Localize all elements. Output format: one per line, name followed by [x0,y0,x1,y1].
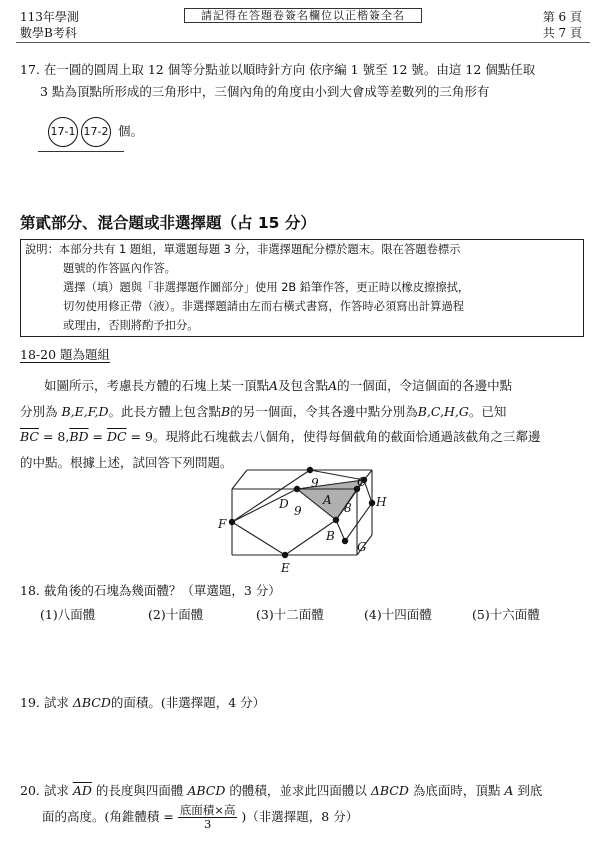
option-4[interactable]: (4)十四面體 [364,607,432,622]
segment-ad: $\overline{AD}$ [72,783,92,798]
point-b-dot [333,517,339,523]
text: 20. 試求 [20,783,73,798]
note-line: 或理由，否則將酌予扣分。 [63,319,199,332]
point-b: B [221,403,231,419]
label-c: C [357,475,367,489]
answer-box-17-1[interactable]: 17-1 [48,117,78,147]
text: = [88,429,107,444]
triangle-bcd: ΔBCD [370,783,409,798]
point-a: A [328,378,338,393]
question-group-title: 18-20 題為題組 [20,347,111,362]
question-19 [20,693,265,711]
text: 及包含點 [278,378,329,393]
question-18: 18. 截角後的石塊為幾面體？（單選題，3 分） [20,583,281,598]
page-total: 共 7 頁 [542,26,582,40]
segment-dc: $\overline{DC}$ [106,429,127,444]
point-g-dot [342,538,348,544]
label-h: H [376,495,387,509]
text: = 9 [126,429,153,444]
exam-year: 113年學測 [20,10,79,24]
text: 分別為 [20,403,58,419]
text: 的一個面，令這個面的各邊中點 [337,378,513,393]
fraction-numerator: 底面積×高 [179,803,236,817]
label-9b: 9 [294,504,302,518]
tetrahedron-abcd: ABCD [187,783,226,798]
triangle-bcd: ΔBCD [72,695,111,710]
label-d: D [279,497,289,511]
box-edge [232,470,247,489]
option-1[interactable]: (1)八面體 [40,607,96,622]
text: 的中點。根據上述，試回答下列問題。 [20,454,233,470]
point-d-dot [294,486,300,492]
text: 到底 [513,783,543,798]
note-line: 切勿使用修正帶（液）。非選擇題請由左而右橫式書寫，作答時必須寫出計算過程 [63,300,465,313]
label-b: B [326,529,335,543]
text: 為底面時，頂點 [408,783,505,798]
label-9a: 9 [311,476,319,490]
point-a: A [504,783,514,798]
note-line: 選擇（填）題與「非選擇題作圖部分」使用 2B 鉛筆作答，更正時以橡皮擦擦拭， [63,281,470,294]
option-2[interactable]: (2)十面體 [148,607,204,622]
text: 的另一個面，令其各邊中點分別為 [230,403,418,419]
option-5[interactable]: (5)十六面體 [472,607,540,622]
note-line: 題號的作答區內作答。 [63,262,176,275]
label-e: E [281,561,290,575]
page-number: 第 6 頁 [542,10,582,24]
label-8: 8 [344,501,352,515]
text: 的面積。(非選擇題，4 分） [110,695,266,710]
volume-fraction [178,804,238,831]
text: 的體積，並求此四面體以 [225,783,371,798]
midpoint-line [336,520,345,541]
subject: 數學B考科 [20,26,77,40]
midpoints-1: B,E,F,D [61,403,109,419]
q18-options [40,605,580,623]
label-a: A [323,493,332,507]
text: 的長度與四面體 [91,783,188,798]
segment-bd: $\overline{BD}$ [69,429,89,444]
q17-line2: 3 點為頂點所形成的三角形中，三個內角的角度由小到大會成等差數列的三角形有 [40,84,490,99]
midpoints-2: B,C,H,G [417,403,469,419]
text: 。已知 [468,403,507,419]
part2-title: 第貳部分、混合題或非選擇題（占 15 分） [20,214,316,232]
text: 19. 試求 [20,695,73,710]
q17-line1: 17. 在一圓的圓周上取 12 個等分點並以順時針方向 依序編 1 號至 12 號。由這 12 個點任取 [20,62,536,77]
segment-bc: $\overline{BC}$ [20,429,39,444]
point-dot [307,467,313,473]
option-3[interactable]: (3)十二面體 [256,607,324,622]
answer-box-17-2[interactable]: 17-2 [81,117,111,147]
note-line: 說明：本部分共有 1 題組，單選題每題 3 分，非選擇題配分標於題末。限在答題卷標示 [25,243,461,256]
point-e-dot [282,552,288,558]
point-a: A [269,378,279,393]
text: 如圖所示，考慮長方體的石塊上某一頂點 [44,378,270,393]
text: 。現將此石塊截去八個角，使得每個截角的截面恰通過該截角之三鄰邊 [152,429,541,444]
q17-suffix: 個。 [117,123,143,139]
point-h-dot [369,500,375,506]
text: 面的高度。(角錐體積 = [42,809,178,824]
point-f-dot [229,519,235,525]
text: = 8, [38,429,70,444]
text: )（非選擇題，8 分） [237,809,359,824]
question-20 [20,778,590,831]
signature-notice: 請記得在答題卷簽名欄位以正楷簽全名 [184,8,422,23]
label-f: F [218,517,227,531]
fraction-denominator: 3 [203,817,212,831]
label-g: G [357,540,367,554]
midpoint-line [232,522,285,555]
text: 。此長方體上包含點 [108,403,221,419]
